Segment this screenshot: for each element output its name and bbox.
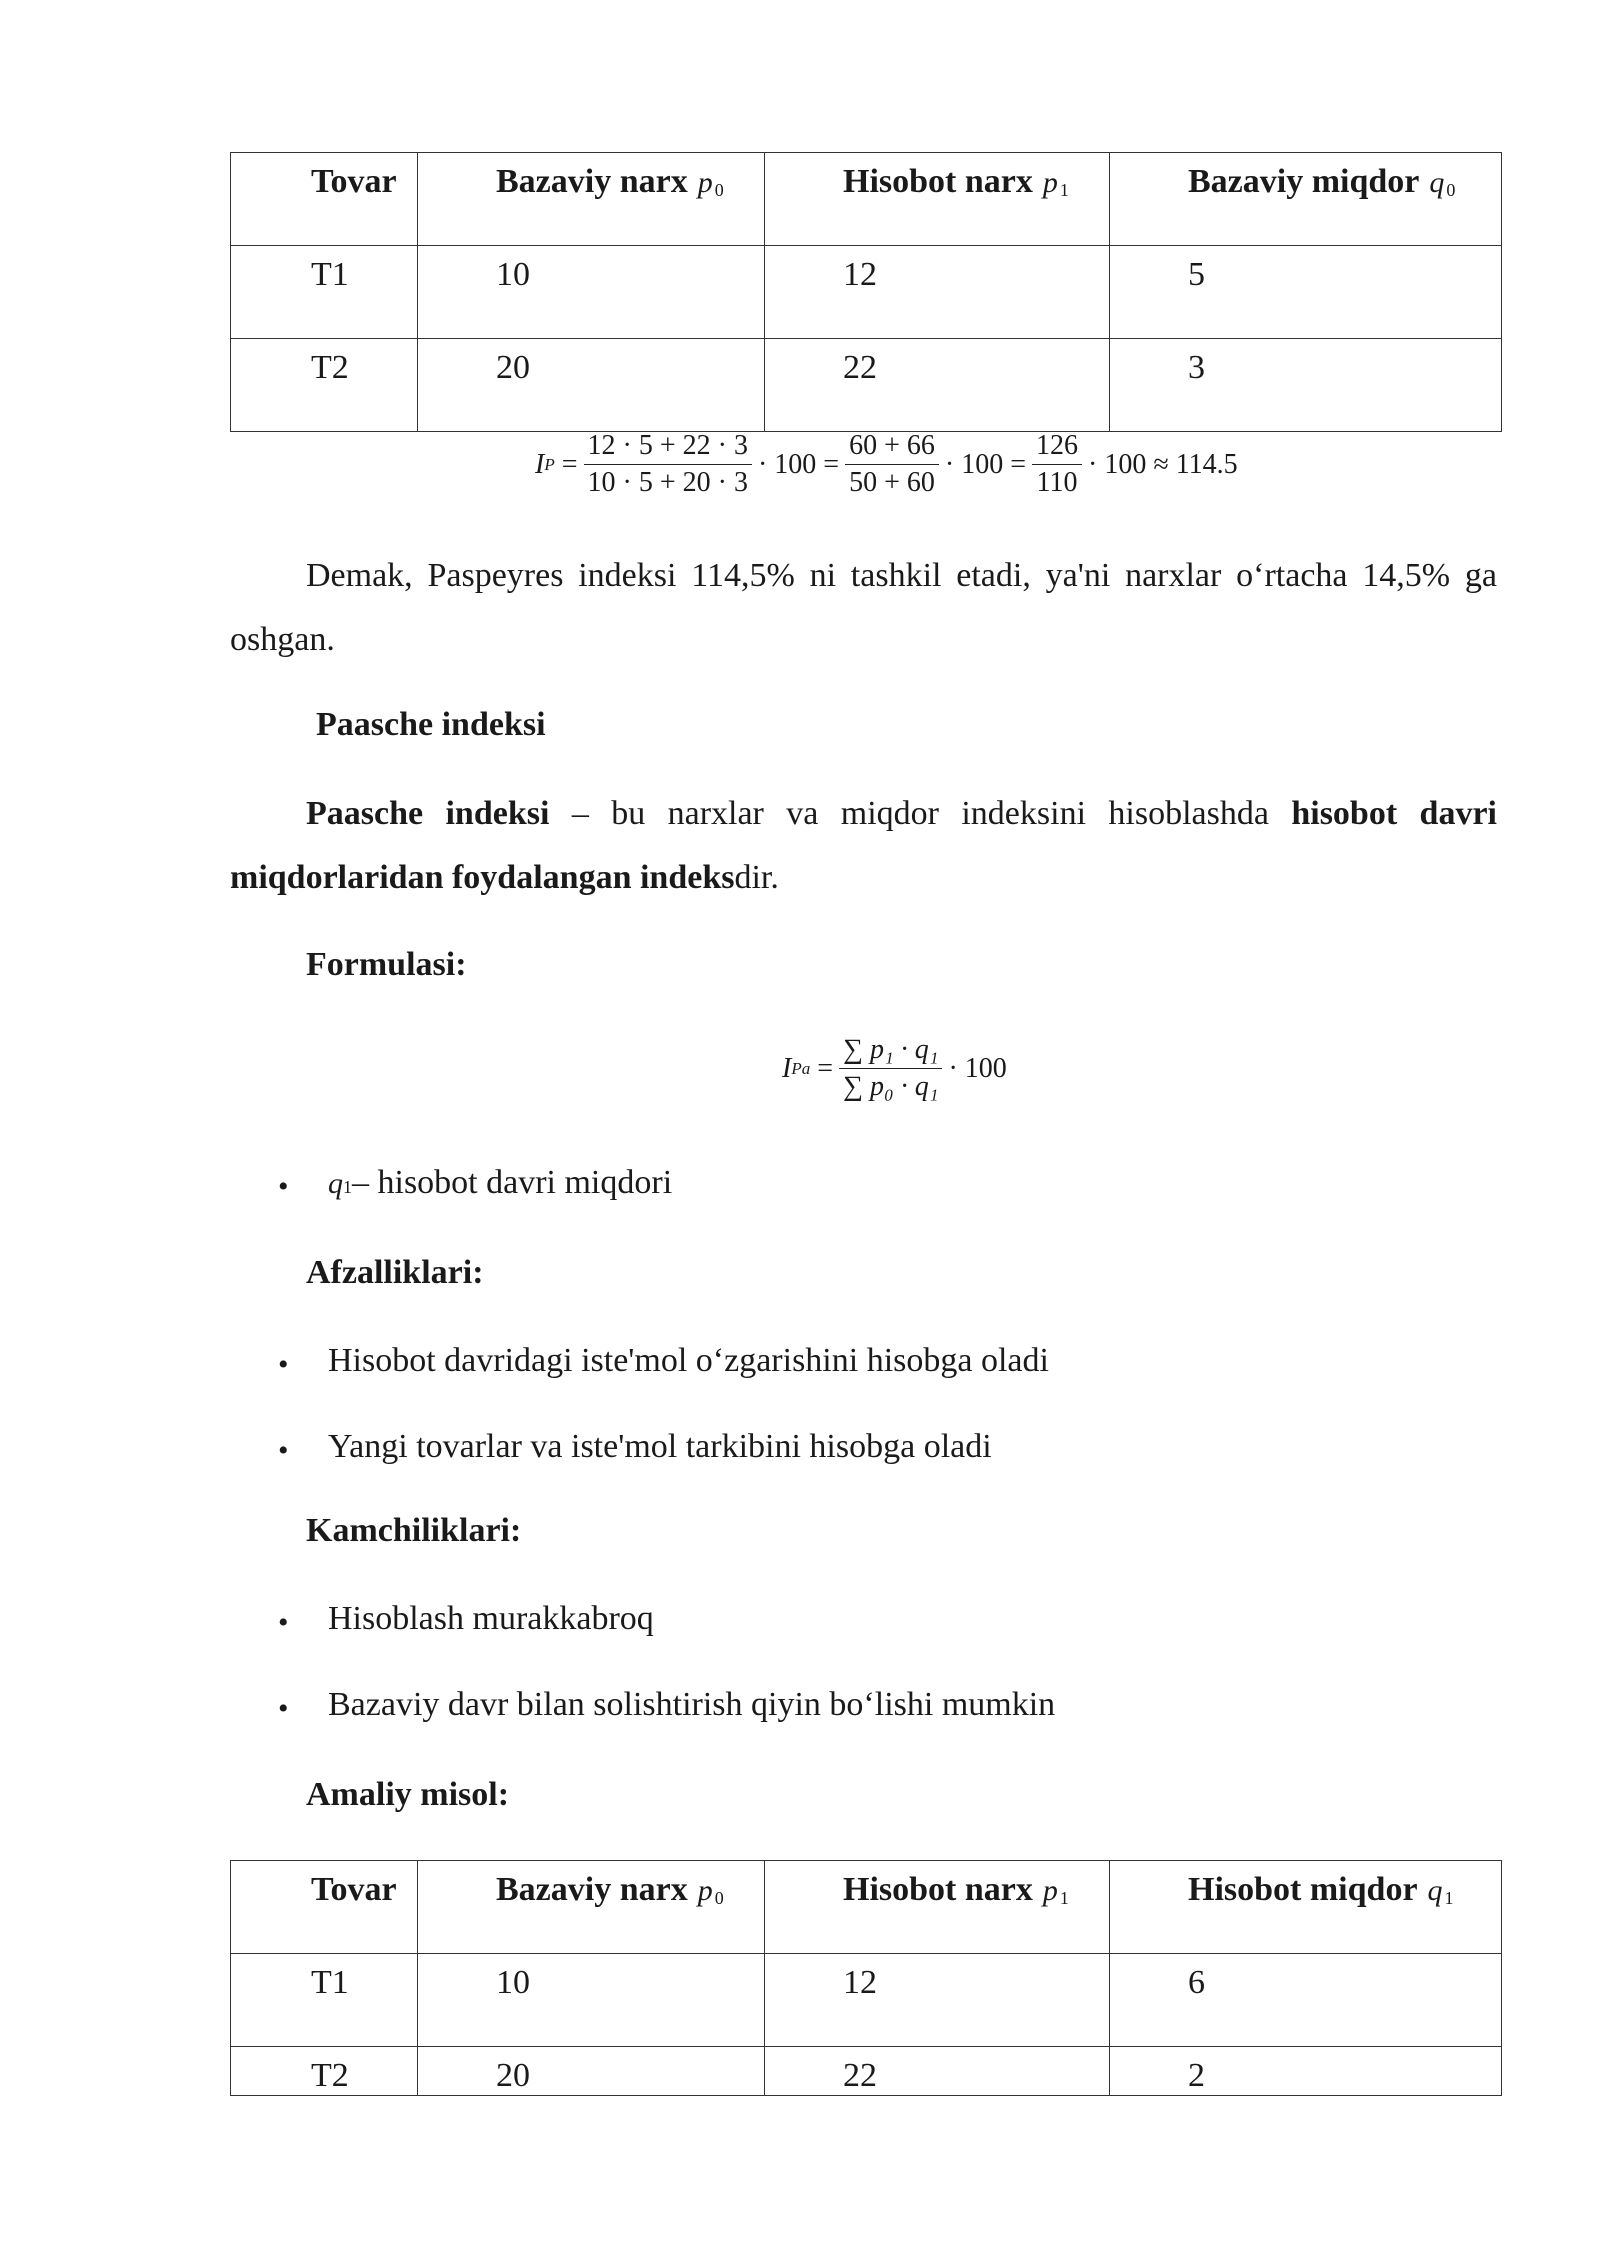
table-row [231, 1954, 1502, 2047]
table-cell: 10 [418, 1954, 765, 2047]
table-cell: 3 [1110, 339, 1502, 432]
table-cell: 12 [765, 1954, 1110, 2047]
table-cell: 22 [765, 2047, 1110, 2096]
table-cell: 20 [418, 2047, 765, 2096]
formula-symbol: I [782, 1052, 792, 1084]
formula-operator: · 100 [948, 1052, 1007, 1084]
bullet-icon: • [278, 1692, 289, 1725]
formula-heading: Formulasi: [306, 946, 467, 983]
laspeyres-data-table [230, 152, 1502, 432]
example-heading: Amaliy misol: [306, 1776, 510, 1813]
table-header-row [231, 153, 1502, 246]
table-row [231, 339, 1502, 432]
formula-fraction: $\frac{60 + 66}{50 + 60}$ [845, 430, 939, 499]
disadvantages-heading: Kamchiliklari: [306, 1512, 522, 1549]
advantages-heading: Afzalliklari: [306, 1254, 484, 1291]
bullet-icon: • [278, 1348, 289, 1381]
table-header-cell: Hisobot miqdor q $_1$ [1110, 1861, 1502, 1954]
paasche-data-table [230, 1860, 1502, 2096]
table-header-cell: Bazaviy narx p $_0$ [418, 1861, 765, 1954]
conclusion-paragraph: Demak, Paspeyres indeksi 114,5% ni tashkil etadi, ya'ni narxlar o‘rtacha 14,5% ga oshgan. [230, 557, 1497, 658]
formula-fraction: $\frac{126}{110}$ [1032, 430, 1082, 499]
table-header-cell: Hisobot narx p $_1$ [765, 153, 1110, 246]
table-header-cell: Bazaviy narx p $_0$ [418, 153, 765, 246]
paasche-formula: I Pa = $\frac{\text{∑ p₁ · q₁}}{\text{∑ p₀ · q₁}}$ · 100 [782, 1034, 1007, 1102]
formula-fraction: $\frac{12 \cdot 5 + 22 \cdot 3}{10 \cdot 5 + 20 \cdot 3}$ [584, 430, 752, 499]
list-item: Hisoblash murakkabroq [328, 1600, 654, 1637]
table-cell: 6 [1110, 1954, 1502, 2047]
formula-fraction: $\frac{\text{∑ p₁ · q₁}}{\text{∑ p₀ · q₁}}$ [839, 1034, 942, 1103]
list-item: Hisobot davridagi iste'mol o‘zgarishini hisobga oladi [328, 1342, 1049, 1379]
formula-operator: · 100 = [944, 448, 1027, 480]
table-cell: 12 [765, 246, 1110, 339]
table-cell: T2 [231, 2047, 418, 2096]
table-header-cell: Tovar [231, 153, 418, 246]
table-cell: T1 [231, 246, 418, 339]
formula-subscript: P [544, 454, 555, 474]
table-cell: 5 [1110, 246, 1502, 339]
table-row [231, 246, 1502, 339]
table-cell: 20 [418, 339, 765, 432]
bullet-icon: • [278, 1170, 289, 1203]
laspeyres-formula: I P = $\frac{12 \cdot 5 + 22 \cdot 3}{10 \cdot 5 + 20 \cdot 3}$ · 100 = $\frac{60 + 66}{50 + 60}$ · 100 = $\frac{126}{110}$ · 100 ≈ 114.5 [535, 430, 1238, 498]
table-header-row [231, 1861, 1502, 1954]
table-header-cell: Hisobot narx p $_1$ [765, 1861, 1110, 1954]
formula-subscript: Pa [791, 1058, 811, 1078]
table-header-cell: Bazaviy miqdor q $_0$ [1110, 153, 1502, 246]
list-item: Yangi tovarlar va iste'mol tarkibini hisobga oladi [328, 1428, 992, 1465]
formula-operator: · 100 = [757, 448, 840, 480]
bullet-icon: • [278, 1606, 289, 1639]
table-row [231, 2047, 1502, 2096]
table-header-cell: Tovar [231, 1861, 418, 1954]
list-item: q 1 – hisobot davri miqdori [328, 1164, 673, 1201]
table-cell: T1 [231, 1954, 418, 2047]
table-cell: T2 [231, 339, 418, 432]
table-cell: 2 [1110, 2047, 1502, 2096]
list-item: Bazaviy davr bilan solishtirish qiyin bo‘lishi mumkin [328, 1686, 1056, 1723]
formula-result: · 100 ≈ 114.5 [1088, 448, 1238, 480]
section-heading: Paasche indeksi [316, 706, 546, 743]
formula-symbol: I [535, 448, 545, 480]
bullet-icon: • [278, 1434, 289, 1467]
table-cell: 10 [418, 246, 765, 339]
definition-paragraph: Paasche indeksi – bu narxlar va miqdor indeksini hisoblashda hisobot davri miqdorlaridan foydalangan indeksdir. [230, 795, 1497, 896]
table-cell: 22 [765, 339, 1110, 432]
